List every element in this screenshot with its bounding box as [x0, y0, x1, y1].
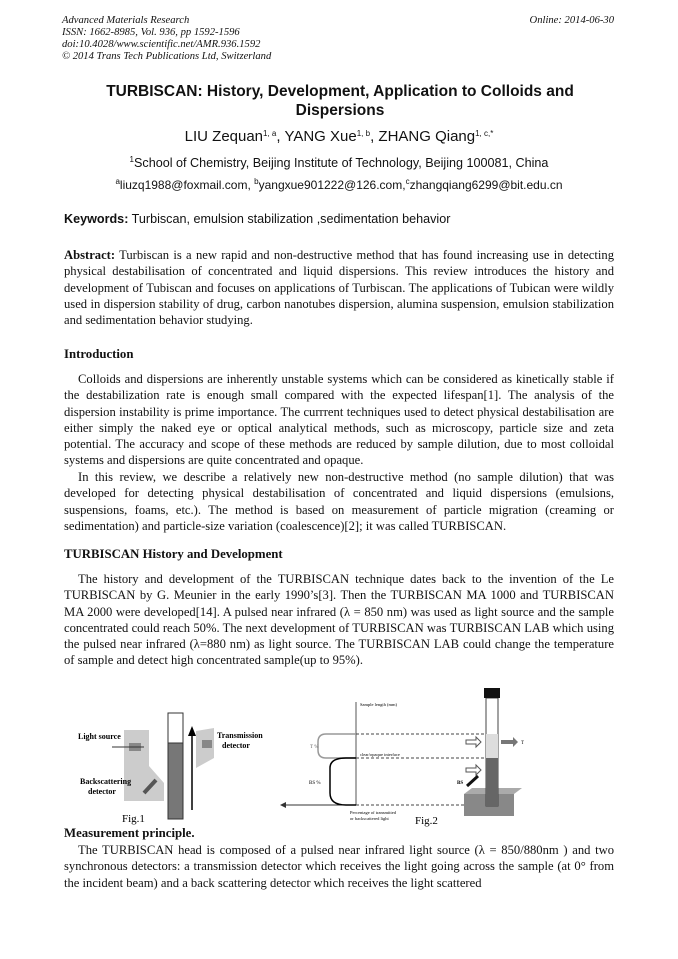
- copyright: © 2014 Trans Tech Publications Ltd, Switzerland: [62, 51, 272, 62]
- incident-arrow-t: [466, 737, 481, 747]
- fig2-diagram: [280, 688, 524, 827]
- journal-name: Advanced Materials Research: [62, 15, 190, 26]
- online-date: Online: 2014-06-30: [529, 15, 614, 26]
- fig1-light-source-label: Light source: [78, 732, 121, 741]
- measurement-heading: Measurement principle.: [64, 826, 195, 840]
- history-heading: TURBISCAN History and Development: [64, 547, 283, 561]
- fig1-diagram: [78, 713, 263, 825]
- tube-clear-phase: [168, 713, 183, 743]
- email[interactable]: liuzq1988@foxmail.com,: [119, 178, 255, 192]
- journal-header: [62, 15, 271, 63]
- affiliation: [0, 156, 678, 170]
- intro-p1: Colloids and dispersions are inherently unstable systems which can be considered as kinetically stable if the destabilization rate is enough small compared with the expected lifespan[1]. The analysis of the dispersion instability is prime importance. The currrent techniques used to detect physical destabilisation are either simply the naked eye or optical analytical methods, such as microscopy, particle size and zeta potential. The accuracy and scope of these methods are reduced by sample dilution, due to most colloidal systems and dispersions are quite concentrated and opaque.: [64, 372, 614, 468]
- tube-cap: [484, 688, 500, 698]
- issn: ISSN: 1662-8985, Vol. 936, pp 1592-1596: [62, 27, 240, 38]
- author-sup: 1, c,*: [475, 129, 494, 138]
- aff-sup: 1: [129, 155, 134, 164]
- fig1-caption: Fig.1: [122, 813, 145, 825]
- x-axis-arrow: [280, 802, 286, 808]
- abstract-label: Abstract:: [64, 248, 116, 262]
- author: ZHANG Qiang: [378, 128, 476, 145]
- paper-title: TURBISCAN: History, Development, Application to Colloids and Dispersions: [106, 83, 574, 119]
- intro-heading: Introduction: [64, 347, 134, 361]
- keywords-label: Keywords:: [64, 212, 129, 226]
- measurement-p1: The TURBISCAN head is composed of a pulsed near infrared light source (λ = 850/880nm ) and two synchronous detectors: a transmission detector which receives the light going across the sample (at 0° from the incident beam) and a back scattering detector which receives the light scattered: [64, 843, 614, 890]
- fig2-interface: clear/opaque interface: [360, 752, 400, 757]
- history-p1: The history and development of the TURBISCAN technique dates back to the invention of the Le TURBISCAN by G. Meunier in the early 1990’s[3]. Then the TURBISCAN MA 1000 and TURBISCAN MA 2000 were developed[14]. A pulsed near infrared (λ = 850 nm) was used as light source and the sample concentrated could reach 50%. The next development of TURBISCAN was TURBISCAN LAB which using the pulsed near infrared (λ=880 nm) as light source. The TURBISCAN LAB could change the temperature of sample and detect high concentrated sample(up to 95%).: [64, 572, 614, 668]
- fig1-transmission-label2: detector: [222, 741, 250, 750]
- fig2-caption: Fig.2: [415, 815, 438, 827]
- fig2-bs-pct: BS %: [309, 781, 321, 786]
- fig1-transmission-label: Transmission: [217, 731, 263, 740]
- keywords-text: Turbiscan, emulsion stabilization ,sedimentation behavior: [128, 212, 451, 226]
- bs-curve: [330, 758, 356, 805]
- t-curve: [318, 734, 356, 758]
- author: YANG Xue: [284, 128, 357, 145]
- fig1-backscatter-label2: detector: [88, 787, 116, 796]
- fig1-backscatter-label: Backscattering: [80, 777, 132, 786]
- authors: LIU Zequan$^{1, a}$, YANG Xue$^{1, b}$, ZHANG Qiang$^{1, c,*}$: [184, 128, 494, 145]
- tube-opaque-phase: [486, 758, 498, 806]
- email-sup: b: [254, 177, 259, 186]
- fig2-t-pct: T %: [310, 745, 319, 750]
- intro-p2: In this review, we describe a relatively new non-destructive method (no sample dilution) that was developed for detecting physical destabilisation of concentrated and liquid dispersions (emulsions, suspensions, foams, etc.). The method is based on measurement of particle migration (creaming or sedimentation) and particle-size variation (coalescence)[2]; it was called TURBISCAN.: [64, 470, 614, 533]
- incident-arrow-bs: [466, 765, 481, 775]
- author: LIU Zequan: [184, 128, 264, 145]
- email[interactable]: yangxue901222@126.com,: [258, 178, 406, 192]
- emails: [0, 178, 678, 192]
- figures: [64, 688, 624, 830]
- transmitted-arrow: [501, 737, 518, 747]
- aff-text: School of Chemistry, Beijing Institute of Technology, Beijing 100081, China: [134, 156, 549, 170]
- fig2-t: T: [521, 741, 525, 746]
- fig2-xlabel2: or backscattered light: [350, 816, 389, 821]
- fig2-sample-length: Sample length (mm): [360, 702, 397, 707]
- transmission-detector-icon: [202, 740, 212, 748]
- tube-clear-phase: [486, 734, 498, 758]
- abstract-text: Turbiscan is a new rapid and non-destructive method that has found increasing use in detecting physical destabilisation of concentrated and liquid dispersions. This review introduces the history and development of Tubiscan and focuses on applications of Turbiscan. The applications of Tubican were wildly used in dispersion stability of drug, carbon nanotubes dispersion, alumina suspension, emulsion stabilization and sedimentation behavior studying.: [64, 248, 614, 328]
- doi: doi:10.4028/www.scientific.net/AMR.936.1592: [62, 39, 261, 50]
- email-sup: a: [115, 177, 120, 186]
- arrow-head: [188, 726, 196, 736]
- fig2-bs: BS: [457, 781, 464, 786]
- email[interactable]: zhangqiang6299@bit.edu.cn: [409, 178, 563, 192]
- backscatter-arrow: [467, 776, 478, 786]
- author-sup: 1, a: [263, 129, 277, 138]
- fig2-xlabel: Percentage of transmitted: [350, 810, 396, 815]
- keywords: [64, 212, 450, 226]
- abstract: [64, 247, 614, 328]
- email-sup: c: [405, 177, 410, 186]
- author-sup: 1, b: [356, 129, 371, 138]
